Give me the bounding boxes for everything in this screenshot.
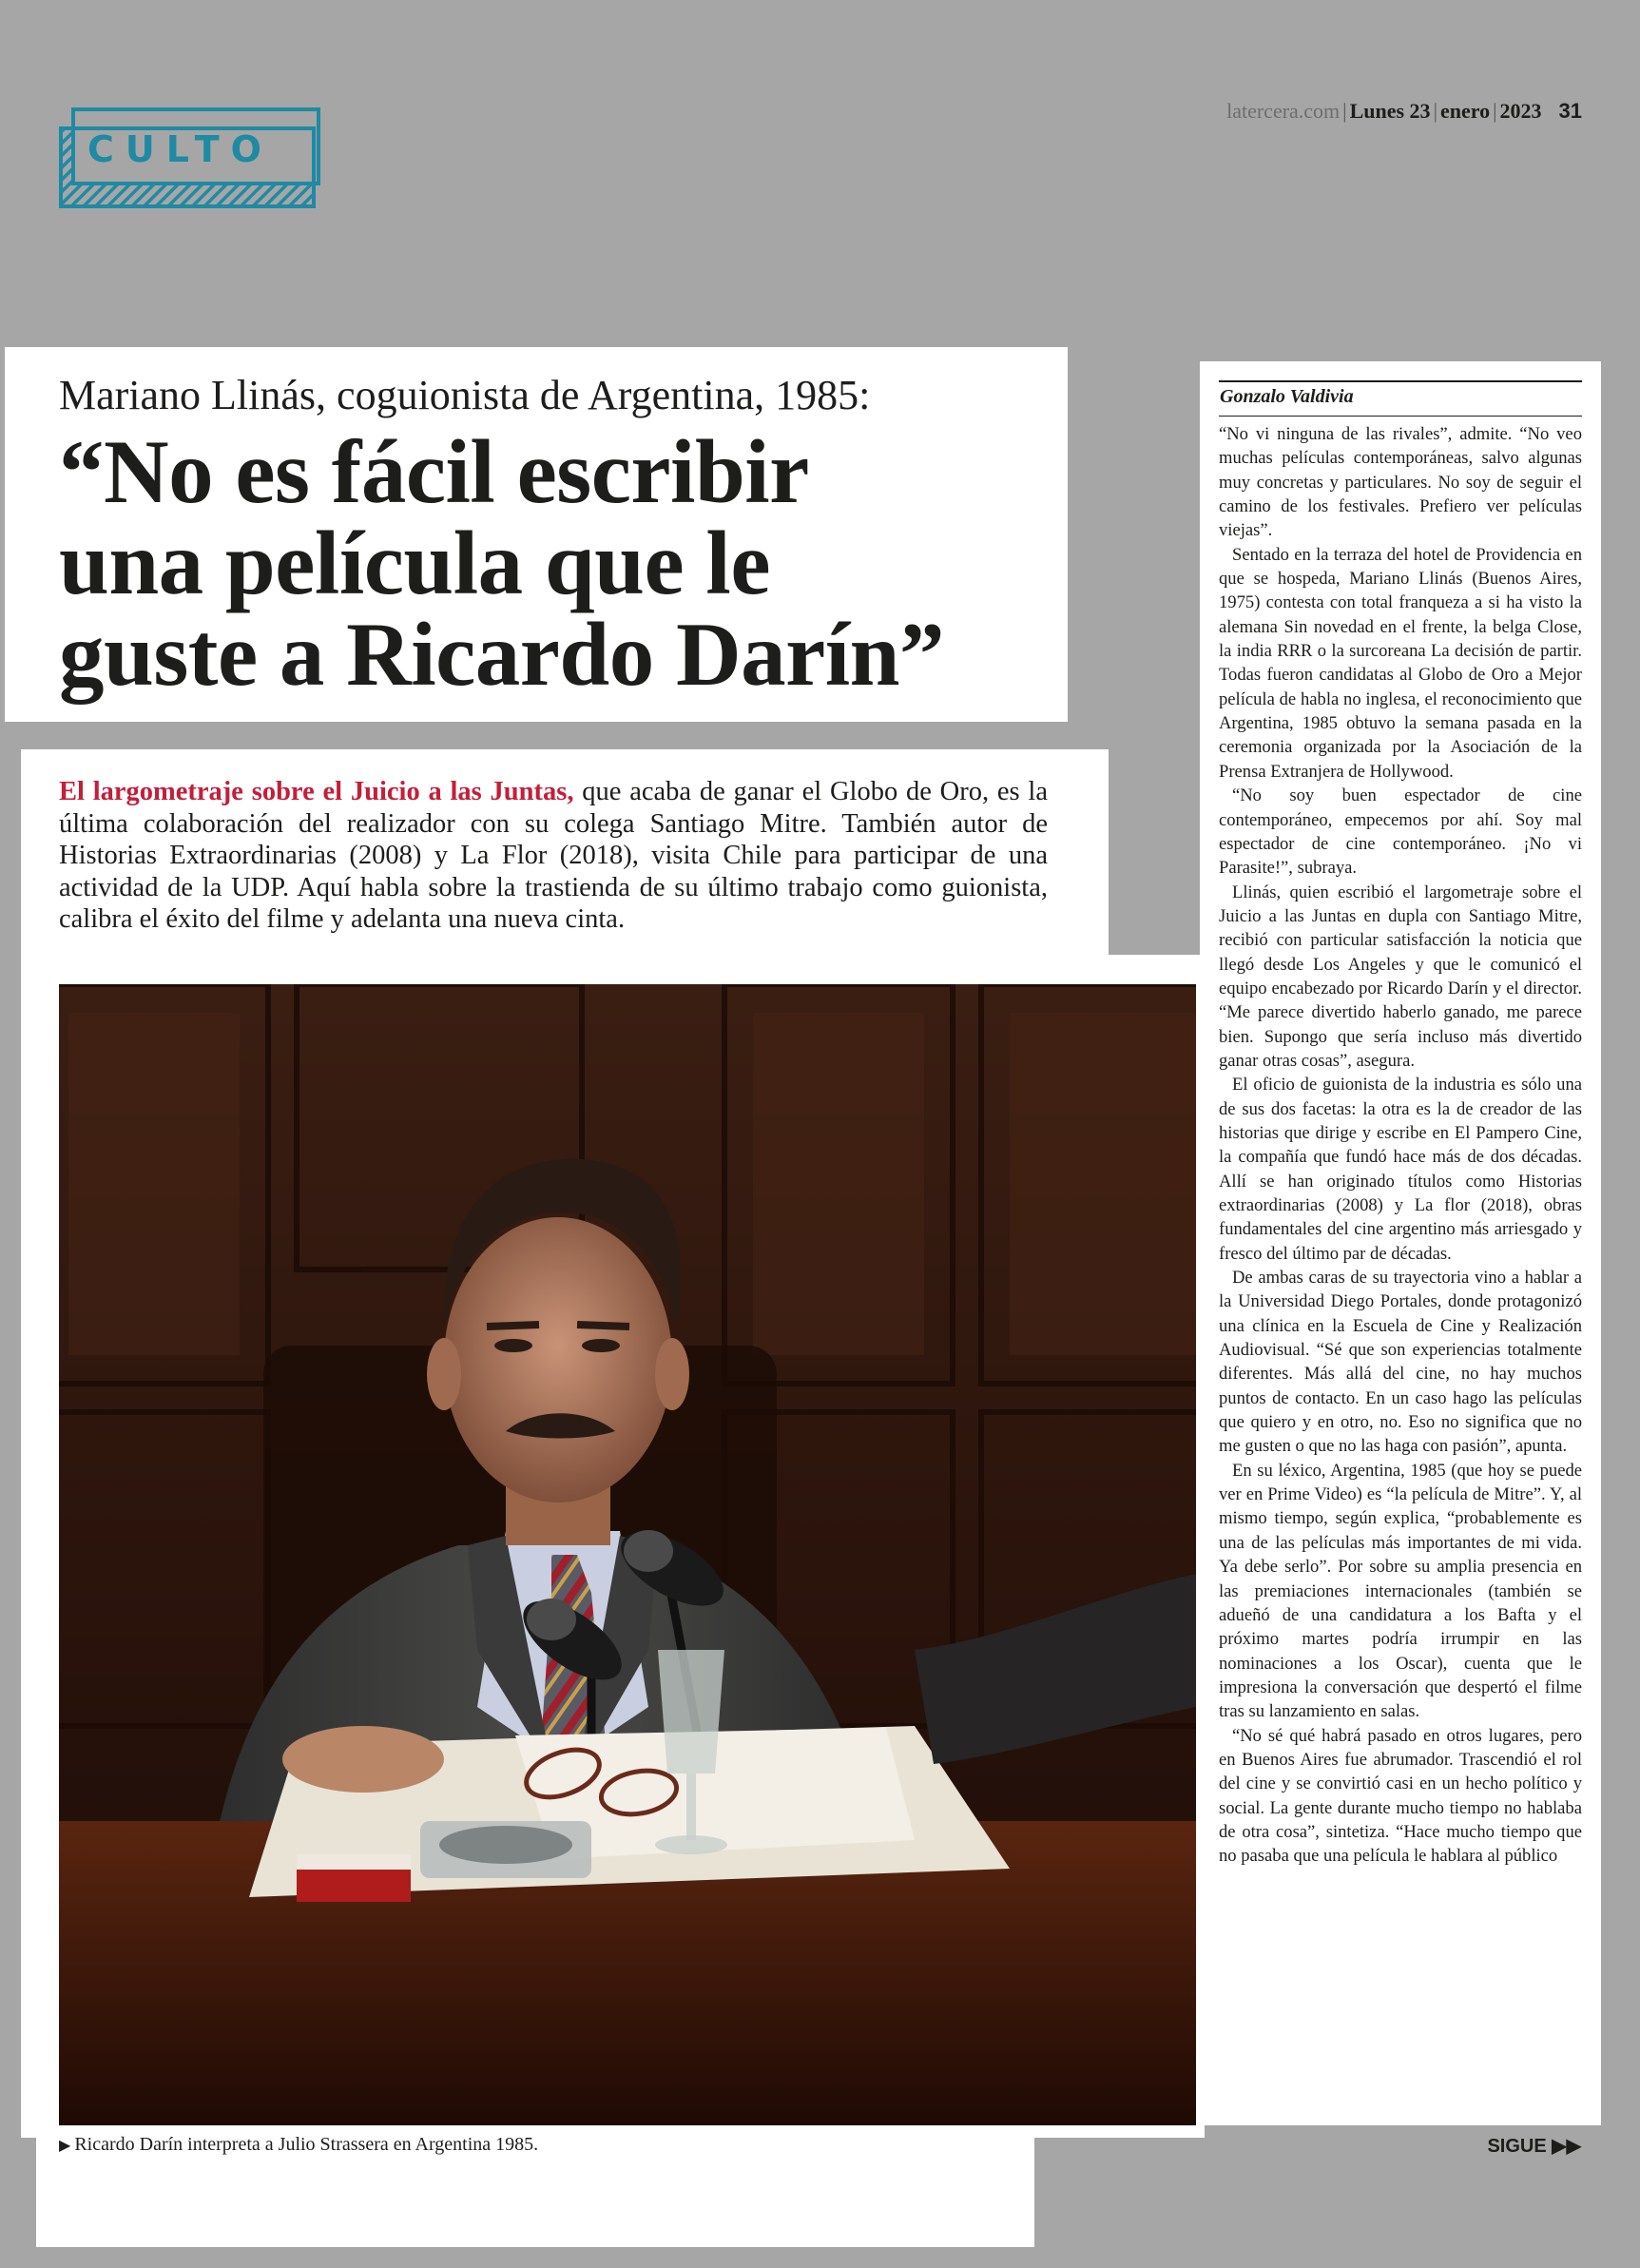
site-url[interactable]: latercera.com bbox=[1226, 99, 1341, 123]
byline-rule bbox=[1219, 380, 1582, 382]
continue-marker: SIGUE ▶▶ bbox=[1487, 2136, 1581, 2157]
byline-rule-bottom bbox=[1219, 416, 1582, 417]
body-paragraph: De ambas caras de su trayectoria vino a hablar a la Universidad Diego Portales, donde protagonizó una clínica en la Escuela de Cine y Realización Audiovisual. “Sé que son experiencias totalmente diferentes. Más allá del cine, no hay muchos puntos de contacto. En un caso hago las películas que quiero y en otro, no. Eso no significa que no me gusten o que no las haga con pasión”, apunta. bbox=[1219, 1268, 1582, 1457]
headline-line: una película que le bbox=[59, 513, 770, 613]
article-headline bbox=[59, 421, 1067, 705]
courtroom-photo-illustration bbox=[59, 984, 1196, 2125]
article-photo bbox=[59, 984, 1196, 2125]
body-paragraph: El oficio de guionista de la industria es sólo una de sus dos facetas: la otra es la de creador de las historias que dirige y escribe en El Pampero Cine, la compañía que fundó hace más de dos décadas. Allí se han originado títulos como Historias extraordinarias (2008) y La flor (2018), obras fundamentales del cine argentino más arriesgado y fresco del último par de décadas. bbox=[1219, 1075, 1582, 1264]
photo-caption bbox=[59, 2134, 538, 2156]
body-paragraph: En su léxico, Argentina, 1985 (que hoy se puede ver en Prime Video) es “la película de Mitre”. Y, al mismo tiempo, según explica, “probablemente es una de las películas más importantes de mi vida. Ya debe serlo”. Por sobre su amplia presencia en las premiaciones internacionales (también se adueñó de una candidatura a los Bafta y el próximo martes podría irrumpir en las nominaciones a los Oscar), cuenta que le impresiona la conversación que despertó el filme tras su lanzamiento en salas. bbox=[1219, 1460, 1582, 1722]
body-paragraph: “No vi ninguna de las rivales”, admite. “No veo muchas películas contemporáneas, salvo algunas muy concretas y particulares. No soy de seguir el camino de los festivales. Prefiero ver películas viejas”. bbox=[1219, 424, 1582, 541]
body-paragraph: “No sé qué habrá pasado en otros lugares, pero en Buenos Aires fue abrumador. Trascendió el rol del cine y se convirtió casi en un hecho político y social. La gente durante mucho tiempo no hablaba de otra cosa”, sintetiza. “Hace mucho tiempo que no pasaba que una película le hablara al público bbox=[1219, 1725, 1582, 1867]
article-kicker: Mariano Llinás, coguionista de Argentina, 1985: bbox=[59, 372, 871, 418]
section-logo bbox=[59, 107, 323, 212]
lede-highlight: El largometraje sobre el Juicio a las Juntas, bbox=[59, 777, 574, 806]
body-paragraph: Sentado en la terraza del hotel de Providencia en que se hospeda, Mariano Llinás (Buenos Aires, 1975) contesta con total franqueza a si ha visto la alemana Sin novedad en el frente, la belga Close, la india RRR o la surcoreana La decisión de partir. Todas fueron candidatas al Globo de Oro a Mejor película de habla no inglesa, el reconocimiento que Argentina, 1985 obtuvo la semana pasada en la ceremonia organizada por la Asociación de la Prensa Extranjera de Hollywood. bbox=[1219, 544, 1582, 782]
issue-day: Lunes 23 bbox=[1349, 99, 1431, 123]
byline: Gonzalo Valdivia bbox=[1220, 386, 1354, 407]
lede-text: que acaba de ganar el Globo de Oro, es la última colaboración del realizador con su colega Santiago Mitre. También autor de Historias Extraordinarias (2008) y La Flor (2018), visita Chile para participar de una actividad de la UDP. Aquí habla sobre la trastienda de su último trabajo como guionista, calibra el éxito del filme y adelanta una nueva cinta. bbox=[59, 777, 1048, 934]
article-body bbox=[1219, 422, 1582, 1869]
body-paragraph: Llinás, quien escribió el largometraje sobre el Juicio a las Juntas en dupla con Santiago Mitre, recibió con particular satisfacción la noticia que llegó desde Los Angeles y que le comunicó el equipo encabezado por Ricardo Darín y el director. “Me parece divertido haberlo ganado, me parece bien. Supongo que sería incluso más divertido ganar otras cosas”, asegura. bbox=[1219, 882, 1582, 1071]
article-lede bbox=[59, 776, 1048, 936]
headline-line: “No es fácil escribir bbox=[59, 421, 809, 522]
body-paragraph: “No soy buen espectador de cine contemporáneo, empecemos por ahí. Soy mal espectador de cine contemporáneo. ¡No vi Parasite!”, subraya. bbox=[1219, 785, 1582, 879]
issue-year: 2023 bbox=[1499, 99, 1542, 123]
issue-month: enero bbox=[1439, 99, 1491, 123]
caption-triangle-icon: ▶ bbox=[59, 2136, 71, 2154]
photo-caption-text: Ricardo Darín interpreta a Julio Strassera en Argentina 1985. bbox=[74, 2134, 539, 2155]
page-number: 31 bbox=[1558, 99, 1582, 123]
headline-line: guste a Ricardo Darín” bbox=[59, 604, 945, 705]
section-logo-text: CULTO bbox=[87, 128, 273, 170]
page-folio: latercera.com | Lunes 23 | enero | 2023 31 bbox=[1226, 99, 1582, 123]
